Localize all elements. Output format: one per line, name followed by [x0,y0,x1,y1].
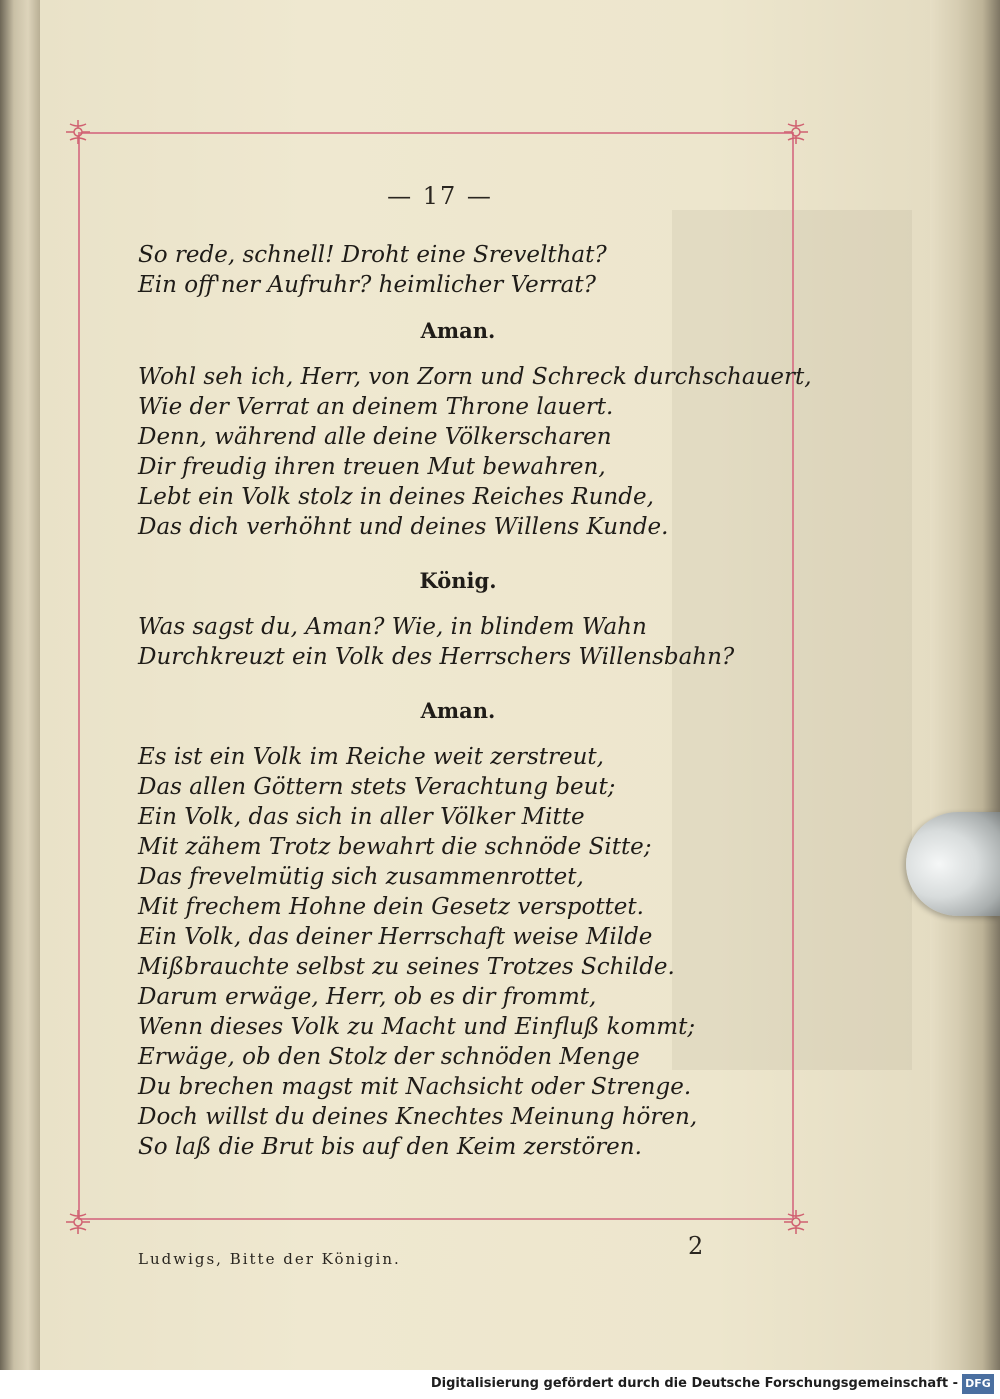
verse-line: Das allen Göttern stets Verachtung beut; [138,774,616,800]
credit-text: Digitalisierung gefördert durch die Deutsche Forschungsgemeinschaft - [430,1376,958,1391]
book-cover-edge [930,0,1000,1370]
verse-line: Ein Volk, das deiner Herrschaft weise Milde [138,924,653,950]
dfg-logo: DFG [962,1374,994,1394]
floral-ornament-icon [770,1196,810,1236]
speaker-heading: König. [419,568,497,593]
poem-text [138,240,812,1162]
floral-ornament-icon [64,118,104,158]
verse-line: Du brechen magst mit Nachsicht oder Strenge. [138,1074,692,1100]
page-clip [906,812,1000,916]
adjacent-page-edge [0,0,40,1370]
verse-line: Wie der Verrat an deinem Throne lauert. [138,394,614,420]
verse-line: Das dich verhöhnt und deines Willens Kunde. [138,514,669,540]
verse-line: So rede, schnell! Droht eine Srevelthat? [138,242,607,268]
verse-line: Erwäge, ob den Stolz der schnöden Menge [138,1044,640,1070]
speaker-heading: Aman. [420,698,496,723]
verse-line: Ein off'ner Aufruhr? heimlicher Verrat? [138,272,596,298]
verse-line: Darum erwäge, Herr, ob es dir frommt, [138,984,597,1010]
speaker-heading: Aman. [420,318,496,343]
verse-line: Ein Volk, das sich in aller Völker Mitte [138,804,585,830]
verse-line: Es ist ein Volk im Reiche weit zerstreut, [138,744,604,770]
floral-ornament-icon [64,1196,104,1236]
verse-line: Wohl seh ich, Herr, von Zorn und Schreck durchschauert, [138,364,812,390]
verse-line: Lebt ein Volk stolz in deines Reiches Runde, [138,484,654,510]
credit-bar [0,1370,1000,1399]
verse-line: Mißbrauchte selbst zu seines Trotzes Schilde. [138,954,675,980]
verse-line: Was sagst du, Aman? Wie, in blindem Wahn [138,614,647,640]
verse-line: Durchkreuzt ein Volk des Herrschers Willensbahn? [138,644,735,670]
signature-mark: Ludwigs, Bitte der Königin. [138,1250,401,1268]
page-number: — 17 — [387,182,493,210]
verse-line: Doch willst du deines Knechtes Meinung hören, [138,1104,698,1130]
verse-line: So laß die Brut bis auf den Keim zerstören. [138,1134,642,1160]
verse-line: Dir freudig ihren treuen Mut bewahren, [138,454,606,480]
verse-line: Denn, während alle deine Völkerscharen [138,424,612,450]
verse-line: Das frevelmütig sich zusammenrottet, [138,864,584,890]
verse-line: Wenn dieses Volk zu Macht und Einfluß kommt; [138,1014,696,1040]
verse-line: Mit frechem Hohne dein Gesetz verspottet. [138,894,644,920]
verse-line: Mit zähem Trotz bewahrt die schnöde Sitte; [138,834,652,860]
floral-ornament-icon [770,118,810,158]
sheet-number: 2 [688,1232,704,1260]
